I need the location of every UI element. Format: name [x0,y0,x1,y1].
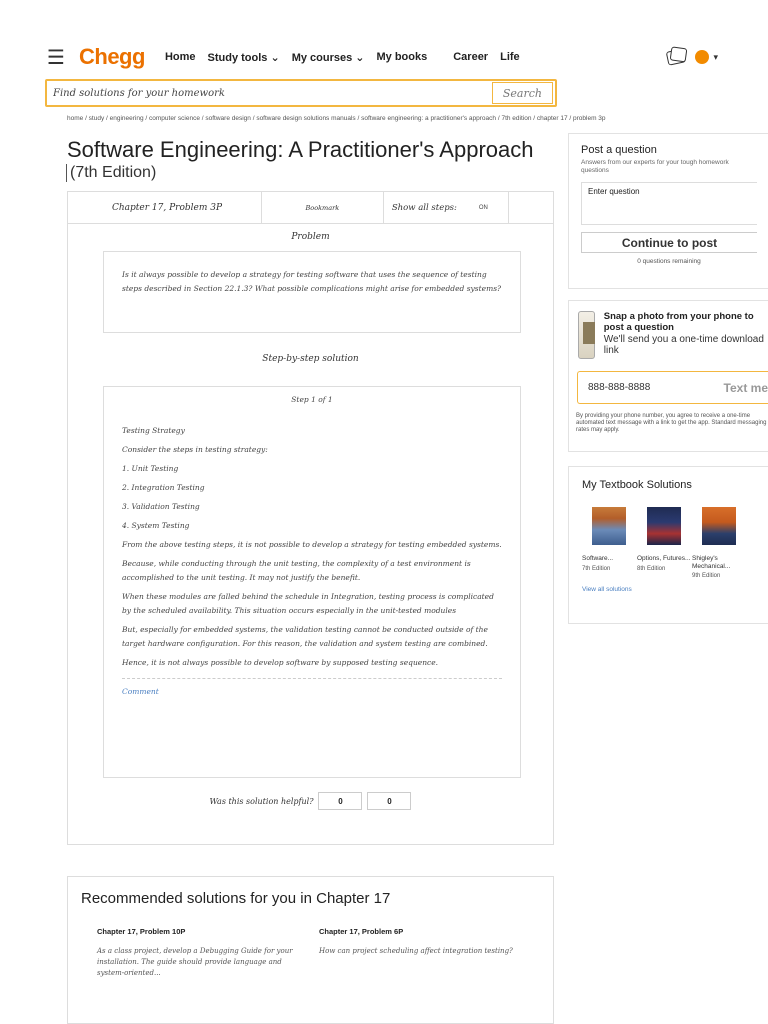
book-item[interactable] [692,507,747,579]
step-paragraph: 2. Integration Testing [122,483,205,492]
edition-label: (7th Edition) [66,164,156,182]
page-title: Software Engineering: A Practitioner's Approach [67,137,534,162]
avatar[interactable] [695,50,709,64]
phone-input[interactable]: 888-888-8888 [588,382,651,393]
bookmark-button[interactable]: Bookmark [262,192,384,223]
step-paragraph: 4. System Testing [122,521,190,530]
nav-career[interactable]: Career [453,50,489,63]
snap-subtitle: We'll send you a one-time download link [603,334,764,356]
book-name[interactable]: Software... [582,555,614,562]
top-nav [47,42,728,72]
post-question-title: Post a question [581,144,657,156]
snap-photo-card [568,300,768,452]
nav-life[interactable]: Life [500,50,520,63]
step-paragraph: 1. Unit Testing [122,464,179,473]
recommended-heading[interactable]: Chapter 17, Problem 6P [319,927,404,936]
snap-title: Snap a photo from your phone to post a question [603,311,754,333]
helpful-row [68,792,553,810]
continue-to-post-button[interactable]: Continue to post [581,232,757,253]
textbook-solutions-title: My Textbook Solutions [582,479,692,491]
recommended-text: As a class project, develop a Debugging Guide for your installation. The guide should provide language and system-oriented... [97,947,293,977]
search-bar [45,79,557,107]
book-edition: 7th Edition [582,565,611,572]
show-steps-label: Show all steps: [391,202,457,213]
problem-text: Is it always possible to develop a strategy for testing software that uses the sequence of testing steps described in Section 22.1.3? What possible complications might arise for embedded systems? [103,251,521,333]
chapter-problem-label[interactable]: Chapter 17, Problem 3P [68,192,262,223]
questions-remaining: 0 questions remaining [637,258,701,265]
book-list [582,507,768,579]
recommended-item[interactable] [97,927,302,979]
step-paragraph: Hence, it is not always possible to develop software by supposed testing sequence. [122,658,439,667]
book-item[interactable] [637,507,692,579]
post-question-subtitle: Answers from our experts for your tough homework questions [581,159,729,174]
book-name[interactable]: Options, Futures... [637,555,691,562]
book-item[interactable] [582,507,637,579]
problem-heading: Problem [291,232,330,242]
nav-study-tools[interactable]: Study tools ⌄ [207,51,280,64]
question-input[interactable]: Enter question [581,182,757,225]
phone-icon [578,311,595,359]
step-paragraph: Testing Strategy [122,426,185,435]
nav-my-courses[interactable]: My courses ⌄ [291,51,365,64]
breadcrumb[interactable]: home / study / engineering / computer science / software design / software design solutions manuals / software engineering: a practitioner's approach / 7th edition / chapter 17 / problem 3p [67,115,606,122]
comment-link[interactable]: Comment [122,687,159,696]
book-edition: 8th Edition [637,565,666,572]
flashcards-icon[interactable] [666,48,687,65]
text-me-button[interactable]: Text me [723,380,768,395]
nav-right [667,50,718,64]
recommended-title: Recommended solutions for you in Chapter 17 [81,890,391,907]
search-input[interactable] [47,88,492,99]
step-paragraph: But, especially for embedded systems, the validation testing cannot be conducted outside of the target hardware configuration. For this reason, the validation and system testing are combined. [122,625,488,648]
nav-home[interactable]: Home [164,50,196,63]
step-paragraph: When these modules are falled behind the schedule in Integration, testing process is complicated by the scheduled availability. This situation occurs especially in the unit-tested modules [122,592,494,615]
step-title: Step 1 of 1 [291,395,333,404]
book-edition: 9th Edition [692,573,721,579]
step-paragraph: Because, while conducting through the unit testing, the complexity of a test environment is accomplished to the unit testing. It may not justify the benefit. [122,559,471,582]
textbook-solutions-card [568,466,768,624]
show-steps-toggle[interactable]: ON [478,204,488,211]
step-paragraph: 3. Validation Testing [122,502,200,511]
step-body [122,424,502,670]
step-paragraph: From the above testing steps, it is not possible to develop a strategy for testing embedded systems. [122,540,502,549]
step-divider [122,678,502,696]
sms-disclaimer: By providing your phone number, you agree to receive a one-time automated text message with a link to get the app. Standard messaging rates may apply. [576,413,767,433]
snap-text [604,311,768,359]
recommended-text: How can project scheduling affect integration testing? [319,947,513,955]
step-box [103,386,521,778]
chegg-logo[interactable]: Chegg [79,44,145,69]
show-all-steps[interactable] [384,192,509,223]
thumbs-up-button[interactable]: 0 [318,792,362,810]
recommended-heading[interactable]: Chapter 17, Problem 10P [97,927,186,936]
recommended-card [67,876,554,1024]
nav-my-books[interactable]: My books [376,50,428,63]
book-cover[interactable] [702,507,736,545]
book-cover[interactable] [647,507,681,545]
thumbs-down-button[interactable]: 0 [367,792,411,810]
snap-header [578,311,768,359]
chapter-bar-spacer [509,192,553,223]
solution-card [67,191,554,845]
hamburger-menu-icon[interactable]: ☰ [47,46,65,69]
chevron-down-icon[interactable]: ▾ [713,51,718,62]
step-paragraph: Consider the steps in testing strategy: [122,445,268,454]
chapter-bar [68,192,553,224]
solution-heading: Step-by-step solution [262,354,359,364]
nav-links [165,51,532,64]
helpful-question: Was this solution helpful? [209,796,314,806]
book-cover[interactable] [592,507,626,545]
post-question-card [568,133,768,289]
recommended-item[interactable] [319,927,524,957]
search-button[interactable]: Search [492,82,553,104]
view-all-solutions-link[interactable]: View all solutions [582,586,632,593]
phone-number-field[interactable] [577,371,768,404]
book-name[interactable]: Shigley's Mechanical... [692,555,731,570]
